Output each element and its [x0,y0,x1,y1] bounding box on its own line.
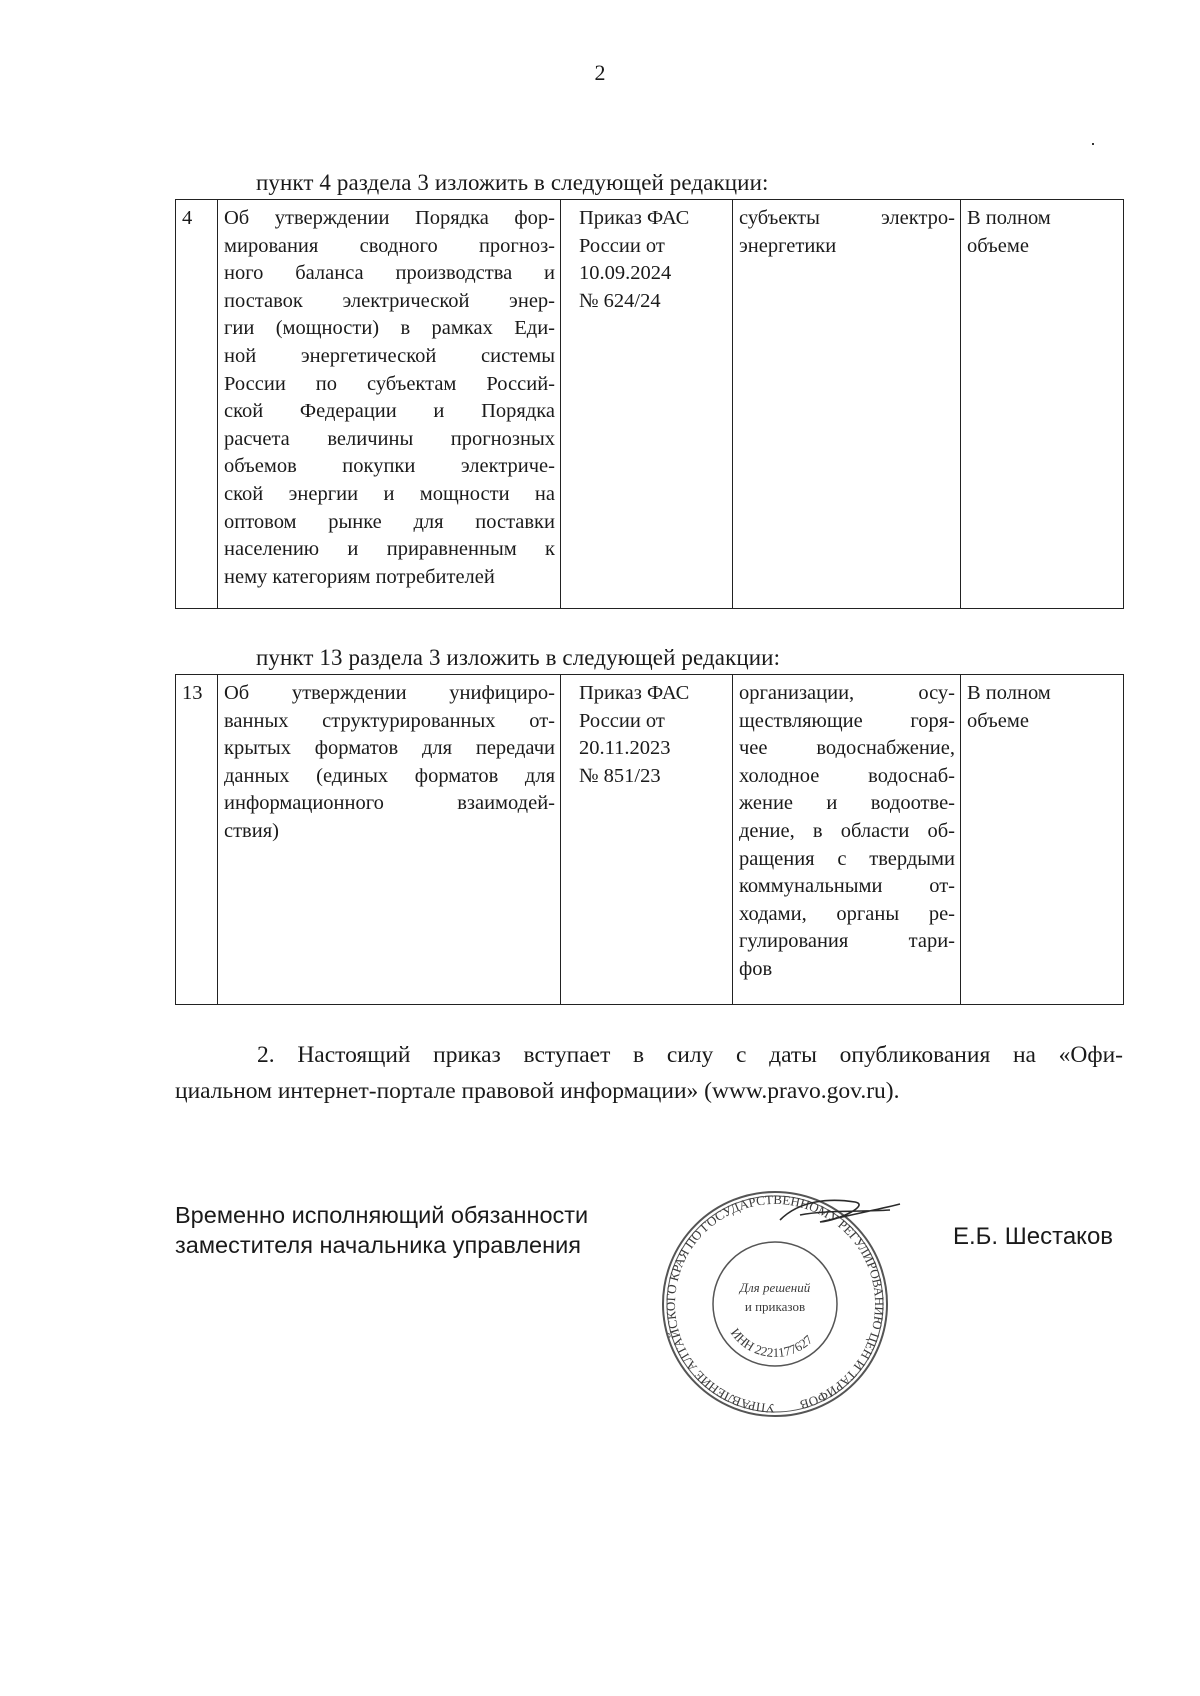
title-line: мирования сводного прогноз- [224,234,555,257]
stamp-center-line1: Для решений [739,1280,811,1295]
amendment-1-heading: пункт 4 раздела 3 изложить в следующей редакции: [256,170,769,195]
amendment-2-table [175,674,1124,1005]
stamp-center-line2: и приказов [744,1299,806,1314]
amendment-2-heading: пункт 13 раздела 3 изложить в следующей редакции: [256,645,781,670]
official-stamp [650,1180,930,1430]
stamp-outer-text: УПРАВЛЕНИЕ АЛТАЙСКОГО КРАЯ ПО ГОСУДАРСТВЕННОМУ РЕГУЛИРОВАНИЮ ЦЕН И ТАРИФОВ [662,1191,888,1417]
title-line: крытых форматов для передачи [224,737,555,760]
row-number: 4 [176,200,218,609]
title-line: ской энергии и мощности на [224,482,555,505]
scan-speck [1092,143,1094,145]
title-line: поставок электрической энер- [224,289,555,312]
stamp-inn: ИНН 2221177627 [727,1325,816,1361]
title-line: ствия) [224,819,279,842]
title-line: информационного взаимодей- [224,792,555,815]
signatory-position: Временно исполняющий обязанности заместителя начальника управления [175,1202,589,1258]
row-title [218,200,561,609]
title-line: ской Федерации и Порядка [224,400,555,423]
title-line: нему категориям потребителей [224,565,495,588]
title-line: расчета величины прогнозных [224,427,555,450]
table-row [176,675,1124,1005]
amendment-1-table [175,199,1124,609]
row-number: 13 [176,675,218,1005]
title-line: России по субъектам Россий- [224,372,555,395]
signatory-name: Е.Б. Шестаков [953,1223,1114,1250]
row-scope: В полном объеме [961,675,1124,1005]
title-line: населению и приравненным к [224,538,555,561]
title-line: оптовом рынке для поставки [224,510,555,533]
title-line: Об утверждении Порядка фор- [224,207,555,229]
paragraph-effective-date: 2. Настоящий приказ вступает в силу с даты опубликования на «Офи- циальном интернет-портале правовой информации» (www.pravo.gov.ru). [175,1042,1123,1104]
row-title [218,675,561,1005]
title-line: объемов покупки электриче- [224,455,555,478]
title-line: ного баланса производства и [224,262,555,285]
row-document: Приказ ФАС России от 10.09.2024 № 624/24 [561,200,733,609]
title-line: данных (единых форматов для [224,764,555,787]
title-line: ванных структурированных от- [224,709,555,732]
row-subjects: организации, осу- ществляющие горя- чее водоснабжение, холодное водоснаб- жение и водоотве- дение, в области об- ращения с твердыми коммунальными от- ходами, органы ре- гулирования тари- фов [733,675,961,1005]
table-row [176,200,1124,609]
page-number: 2 [594,60,606,85]
row-subjects: субъекты электро- энергетики [733,200,961,609]
title-line: ной энергетической системы [224,344,555,367]
row-scope: В полном объеме [961,200,1124,609]
title-line: гии (мощности) в рамках Еди- [224,317,555,340]
row-document: Приказ ФАС России от 20.11.2023 № 851/23 [561,675,733,1005]
title-line: Об утверждении унифициро- [224,682,555,704]
